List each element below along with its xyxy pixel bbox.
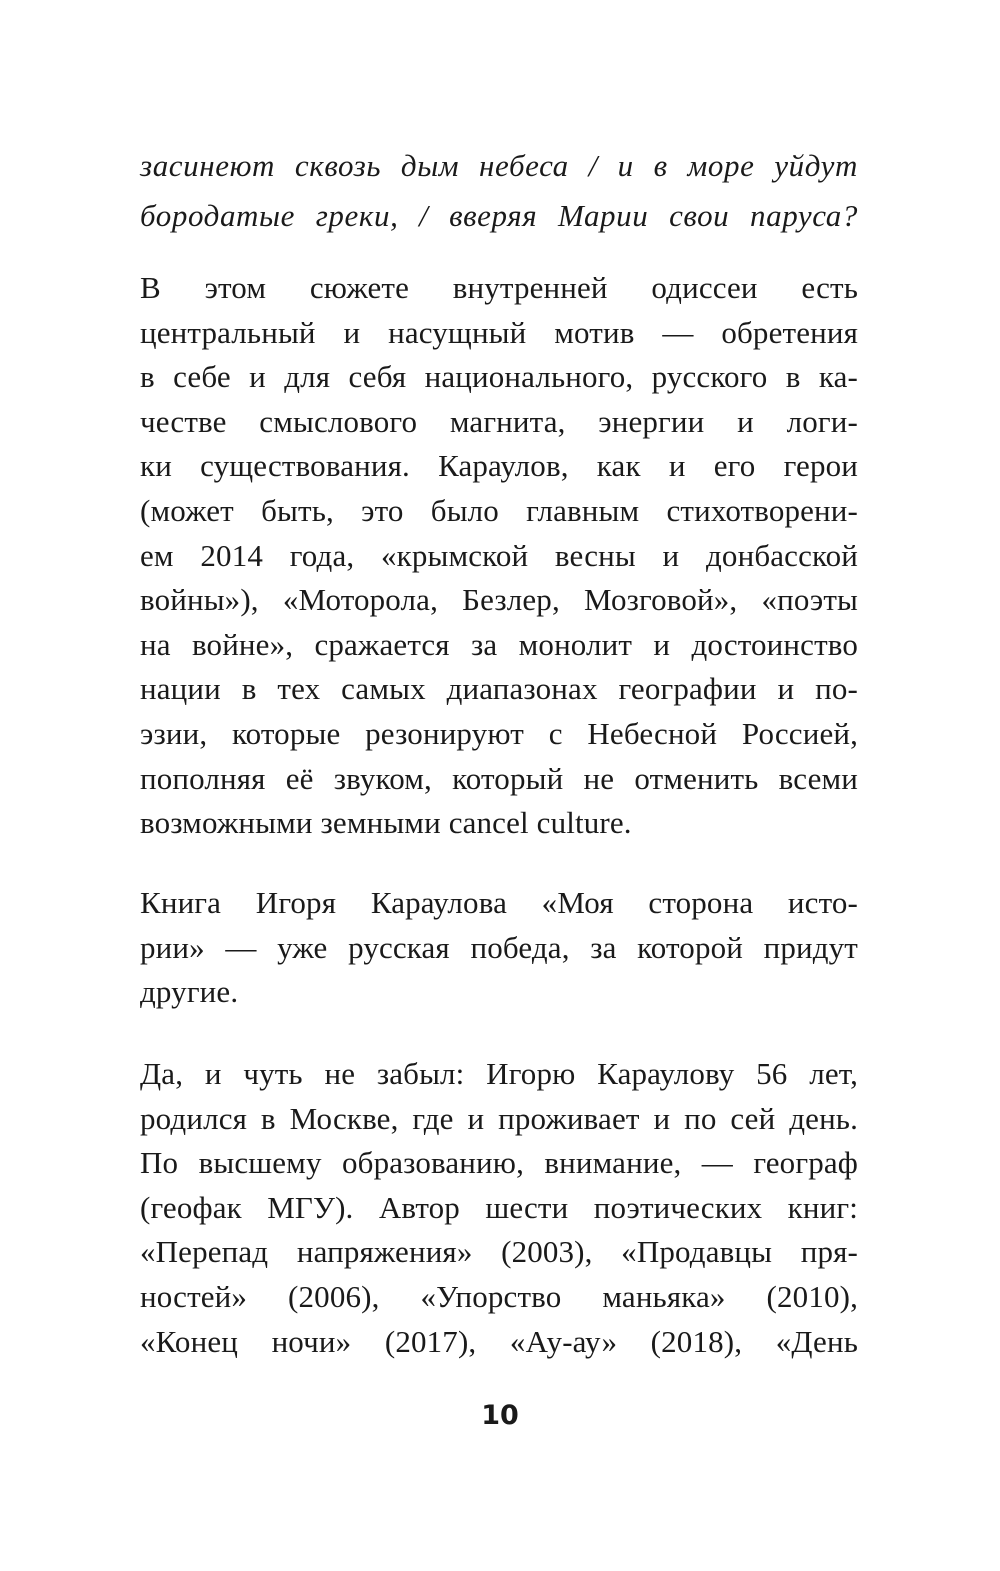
paragraph-line: нации в тех самых диапазонах географии и по-	[140, 671, 858, 707]
paragraph-line: эзии, которые резонируют с Небесной Россией,	[140, 715, 858, 751]
paragraph-line: на войне», сражается за монолит и достоинство	[140, 626, 858, 662]
epigraph-line: засинеют сквозь дым небеса / и в море уйдут	[140, 148, 858, 183]
paragraph-line: (геофак МГУ). Автор шести поэтических книг:	[140, 1189, 858, 1225]
epigraph-line: бородатые греки, / вверяя Марии свои паруса?	[140, 198, 858, 233]
paragraph-line: другие.	[140, 974, 239, 1010]
paragraph-book-victory	[140, 881, 858, 1015]
paragraph-line: центральный и насущный мотив — обретения	[140, 314, 858, 350]
paragraph-line: По высшему образованию, внимание, — географ	[140, 1145, 858, 1181]
epigraph-verse	[140, 141, 858, 241]
paragraph-line: (может быть, это было главным стихотворени-	[140, 492, 858, 528]
paragraph-line: «Перепад напряжения» (2003), «Продавцы пря-	[140, 1234, 858, 1270]
paragraph-line: ем 2014 года, «крымской весны и донбасской	[140, 537, 858, 573]
paragraph-line: Да, и чуть не забыл: Игорю Караулову 56 лет,	[140, 1056, 858, 1091]
paragraph-odyssey	[140, 266, 858, 846]
paragraph-line: возможными земными cancel culture.	[140, 805, 632, 841]
paragraph-line: войны»), «Моторола, Безлер, Мозговой», «поэты	[140, 582, 858, 618]
paragraph-line: родился в Москве, где и проживает и по сей день.	[140, 1100, 858, 1136]
paragraph-line: пополняя её звуком, который не отменить всеми	[140, 760, 858, 796]
paragraph-line: честве смыслового магнита, энергии и логи-	[140, 403, 858, 439]
paragraph-line: Книга Игоря Караулова «Моя сторона исто-	[140, 885, 858, 920]
paragraph-line: ностей» (2006), «Упорство маньяка» (2010),	[140, 1278, 858, 1314]
paragraph-author-bio	[140, 1052, 858, 1364]
paragraph-line: ки существования. Караулов, как и его герои	[140, 448, 858, 484]
paragraph-line: рии» — уже русская победа, за которой придут	[140, 929, 858, 965]
paragraph-line: В этом сюжете внутренней одиссеи есть	[140, 270, 858, 305]
paragraph-line: «Конец ночи» (2017), «Ау-ау» (2018), «День	[140, 1323, 858, 1359]
page-number: 10	[481, 1400, 519, 1431]
paragraph-line: в себе и для себя национального, русского в ка-	[140, 359, 858, 395]
